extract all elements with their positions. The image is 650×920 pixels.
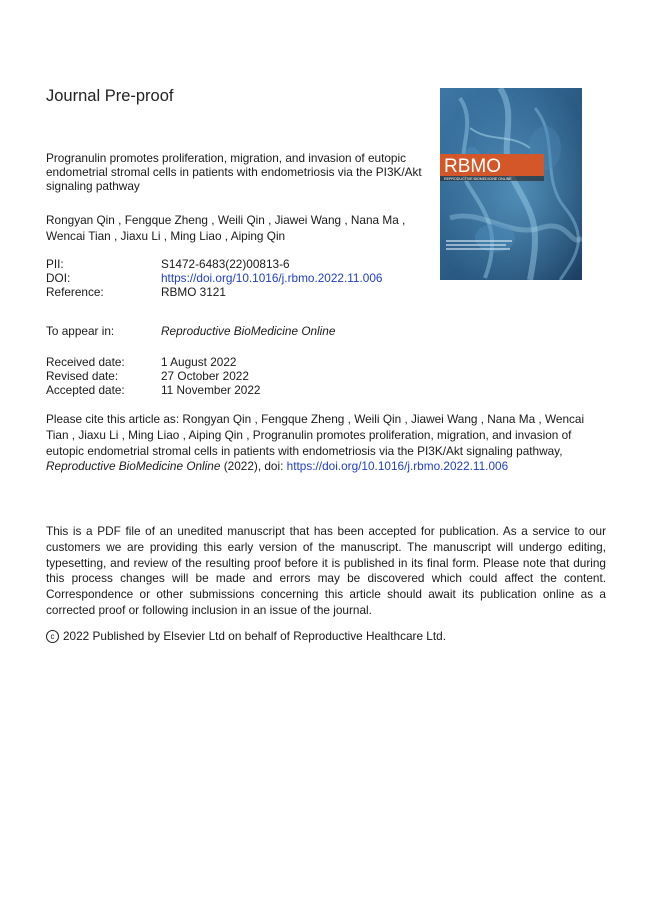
copyright-line (46, 629, 446, 643)
cover-logo-text: RBMO (444, 156, 501, 177)
pii-value: S1472-6483(22)00813-6 (161, 257, 290, 271)
revised-label: Revised date: (46, 369, 119, 383)
cover-subtitle: REPRODUCTIVE BIOMEDICINE ONLINE (444, 177, 512, 181)
reference-value: RBMO 3121 (161, 285, 226, 299)
pii-label: PII: (46, 257, 64, 271)
received-value: 1 August 2022 (161, 355, 237, 369)
citation-journal: Reproductive BioMedicine Online (46, 459, 221, 474)
revised-value: 27 October 2022 (161, 369, 249, 383)
journal-pre-proof-heading: Journal Pre-proof (46, 87, 174, 105)
citation-year: (2022), doi: (220, 459, 287, 474)
copyright-icon: c (46, 630, 59, 643)
journal-name: Reproductive BioMedicine Online (161, 324, 336, 338)
copyright-text: 2022 Published by Elsevier Ltd on behalf of Reproductive Healthcare Ltd. (63, 629, 446, 643)
accepted-label: Accepted date: (46, 383, 125, 397)
citation-paragraph (46, 412, 606, 475)
doi-link[interactable]: https://doi.org/10.1016/j.rbmo.2022.11.006 (161, 271, 383, 285)
cover-illustration (440, 88, 582, 280)
appear-label: To appear in: (46, 324, 115, 338)
article-authors: Rongyan Qin , Fengque Zheng , Weili Qin , Jiawei Wang , Nana Ma , Wencai Tian , Jiaxu Li , Ming Liao , Aiping Qin (46, 213, 406, 243)
pre-proof-notice: This is a PDF file of an unedited manuscript that has been accepted for publication. As a service to our customers we are providing this early version of the manuscript. The manuscript will undergo editing, typesetting, and review of the resulting proof before it is published in its final form. Please note that during this process changes will be made and errors may be discovered which could affect the content. Correspondence or other submissions concerning this article should await its publication online as a corrected proof or following inclusion in an issue of the journal. (46, 524, 606, 617)
citation-text: Please cite this article as: Rongyan Qin , Fengque Zheng , Weili Qin , Jiawei Wang , Nana Ma , Wencai Tian , Jiaxu Li , Ming Liao , Aiping Qin , Progranulin promotes proliferation, migration, and invasion of eutopic endometrial stromal cells in patients with endometriosis via the PI3K/Akt signaling pathway, (46, 412, 585, 458)
reference-label: Reference: (46, 285, 104, 299)
accepted-value: 11 November 2022 (161, 383, 261, 397)
article-title: Progranulin promotes proliferation, migration, and invasion of eutopic endometrial stromal cells in patients with endometriosis via the PI3K/Akt signaling pathway (46, 151, 422, 193)
citation-doi-link[interactable]: https://doi.org/10.1016/j.rbmo.2022.11.006 (286, 459, 509, 474)
journal-cover-image (440, 88, 582, 280)
doi-label: DOI: (46, 271, 71, 285)
received-label: Received date: (46, 355, 125, 369)
